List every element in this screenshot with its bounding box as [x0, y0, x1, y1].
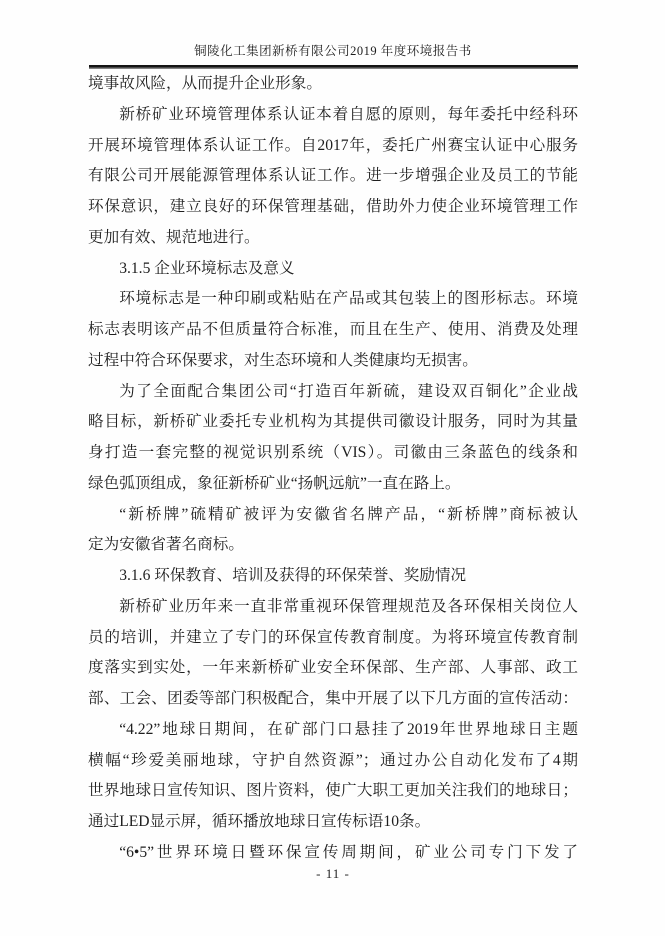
text-line: 绿色弧顶组成，象征新桥矿业“扬帆远航”一直在路上。 [88, 474, 461, 492]
text-line: 为了全面配合集团公司“打造百年新硫，建设双百铜化”企业战 [119, 382, 578, 400]
header-title: 铜陵化工集团新桥有限公司2019 年度环境报告书 [194, 44, 472, 58]
text-line: 世界地球日宣传知识、图片资料，使广大职工更加关注我们的地球日； [88, 782, 578, 800]
text-line: 标志表明该产品不但质量符合标准，而且在生产、使用、消费及处理 [88, 321, 578, 338]
text-line: 有限公司开展能源管理体系认证工作。进一步增强企业及员工的节能 [88, 167, 578, 185]
text-line: 定为安徽省著名商标。 [88, 536, 244, 554]
text-line: 略目标，新桥矿业委托专业机构为其提供司徽设计服务，同时为其量 [88, 413, 578, 431]
text-line: 身打造一套完整的视觉识别系统（VIS）。司徽由三条蓝色的线条和 [88, 444, 578, 461]
text-line: 过程中符合环保要求，对生态环境和人类健康均无损害。 [88, 351, 478, 369]
text-line: 横幅“珍爱美丽地球，守护自然资源”；通过办公自动化发布了4期 [88, 751, 578, 769]
document-body [88, 69, 578, 869]
text-line: 环境标志是一种印刷或粘贴在产品或其包装上的图形标志。环境 [119, 290, 578, 308]
text-line: 通过LED显示屏，循环播放地球日宣传标语10条。 [88, 813, 431, 830]
page-number: - 11 - [316, 866, 350, 881]
text-line: 开展环境管理体系认证工作。自2017年，委托广州赛宝认证中心服务 [88, 136, 578, 154]
text-line: 境事故风险，从而提升企业形象。 [88, 75, 322, 92]
text-line: 度落实到实处，一年来新桥矿业安全环保部、生产部、人事部、政工 [88, 659, 578, 677]
heading-line: 3.1.6 环保教育、培训及获得的环保荣誉、奖励情况 [119, 567, 467, 584]
text-line: “6•5”世界环境日暨环保宣传周期间，矿业公司专门下发了 [119, 843, 578, 861]
text-line: 环保意识，建立良好的环保管理基础，借助外力使企业环境管理工作 [88, 198, 578, 215]
text-line: “新桥牌”硫精矿被评为安徽省名牌产品，“新桥牌”商标被认 [119, 505, 578, 523]
text-line: 部、工会、团委等部门积极配合，集中开展了以下几方面的宣传活动： [88, 690, 578, 707]
text-line: 员的培训，并建立了专门的环保宣传教育制度。为将环境宣传教育制 [88, 628, 578, 646]
text-line: 更加有效、规范地进行。 [88, 228, 260, 246]
heading-line: 3.1.5 企业环境标志及意义 [119, 259, 295, 277]
text-line: 新桥矿业历年来一直非常重视环保管理规范及各环保相关岗位人 [119, 597, 578, 615]
text-line: “4.22”地球日期间，在矿部门口悬挂了2019年世界地球日主题 [119, 720, 578, 738]
text-line: 新桥矿业环境管理体系认证本着自愿的原则，每年委托中经科环 [119, 105, 578, 123]
